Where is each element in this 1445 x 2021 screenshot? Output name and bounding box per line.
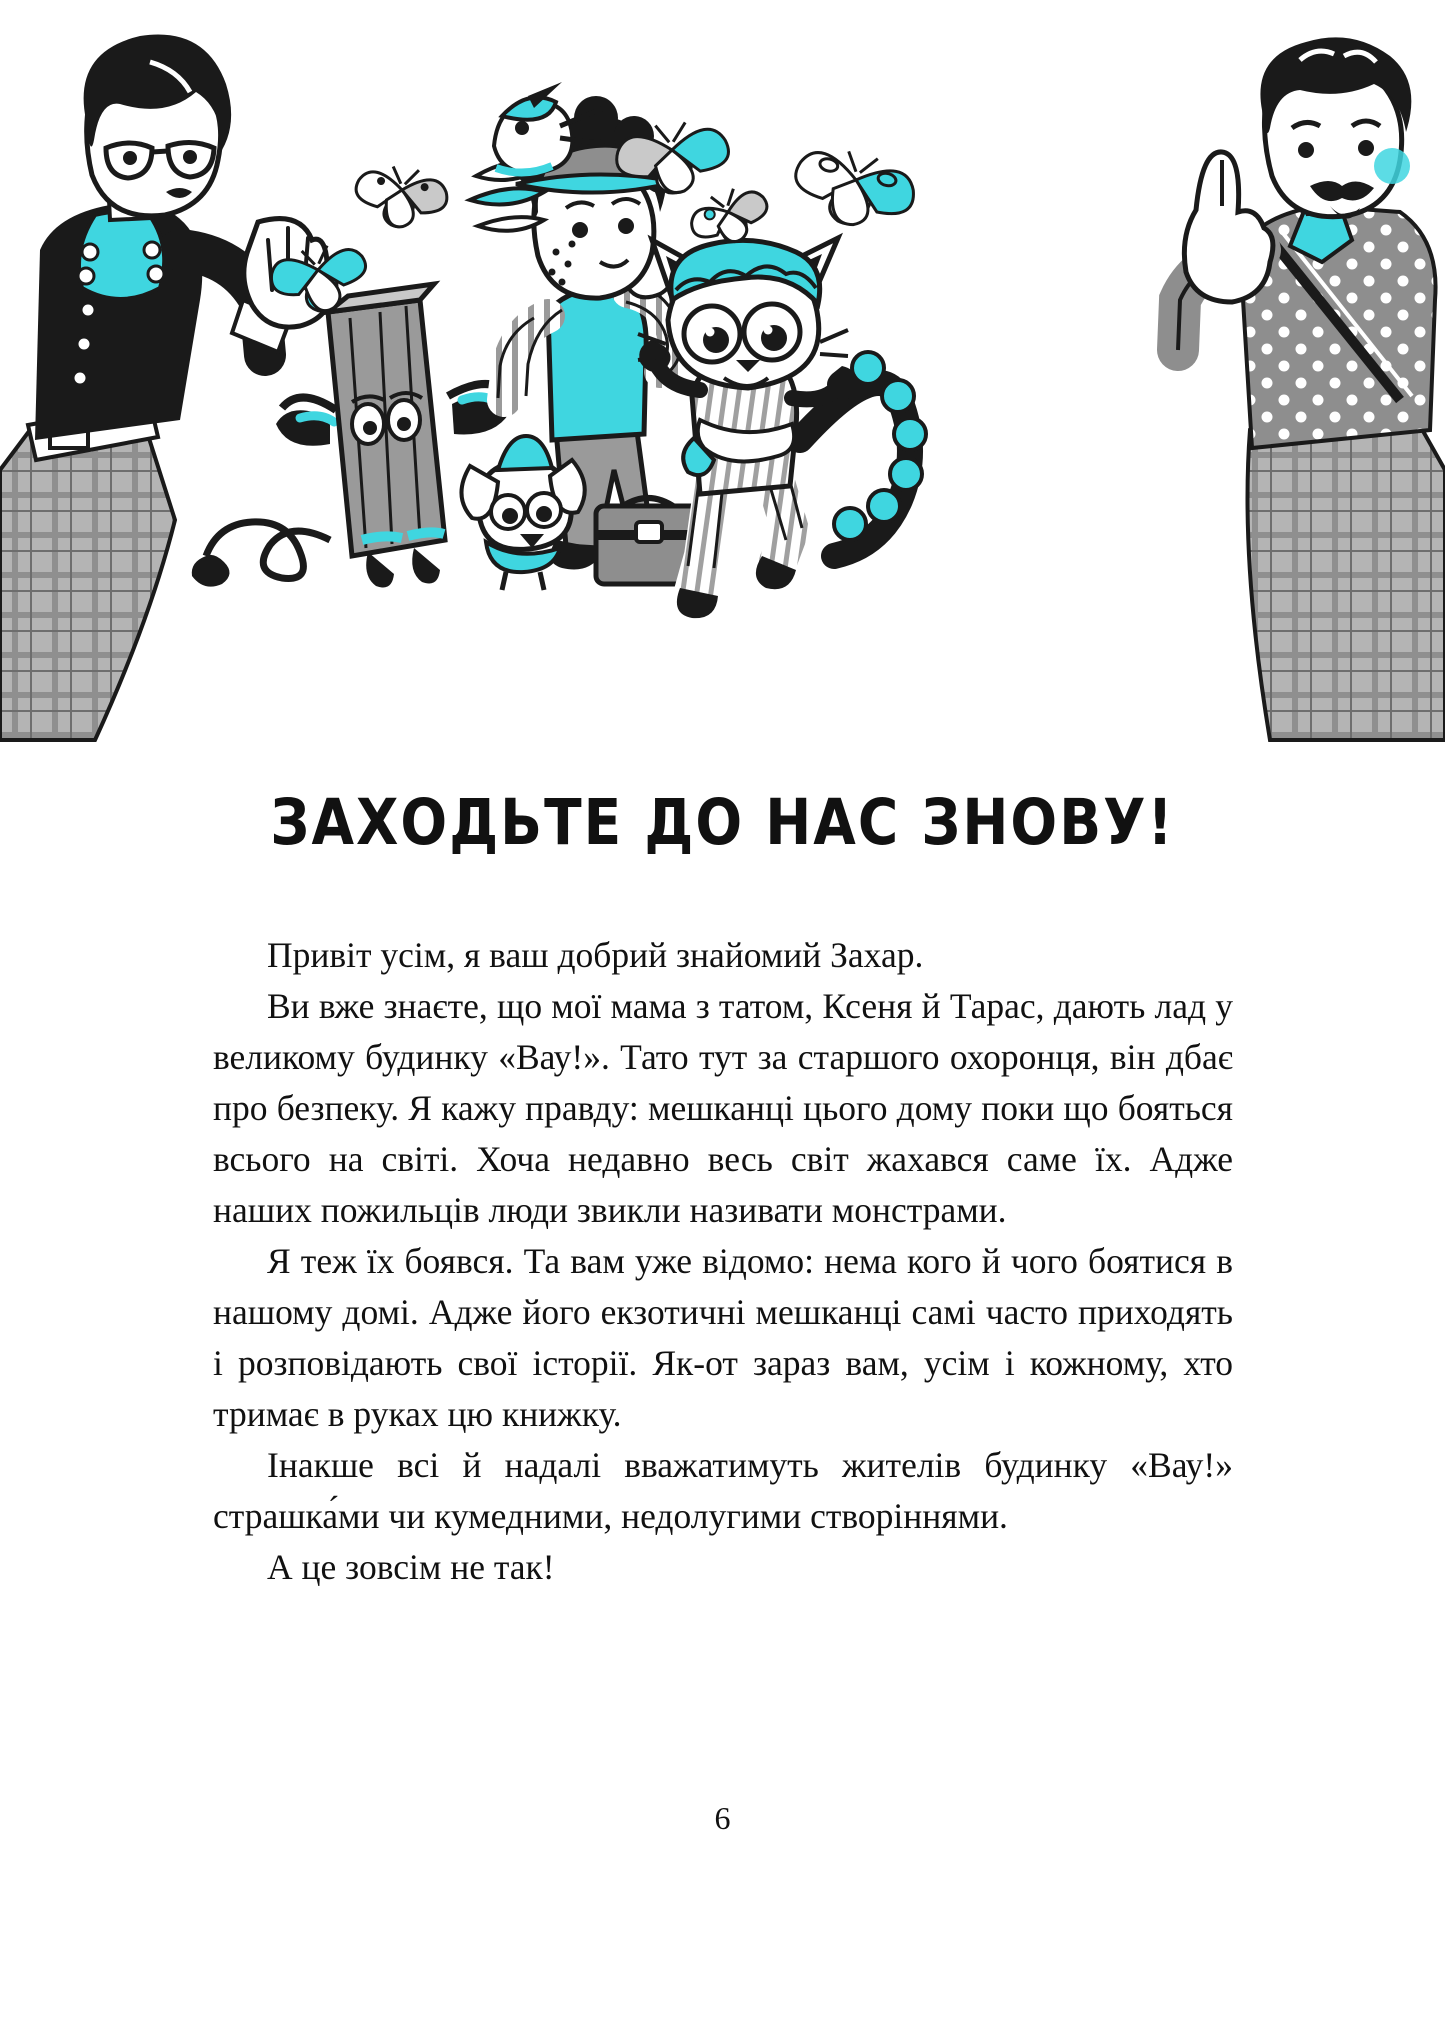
illustration-area (0, 0, 1445, 760)
figure-man-pointing (1178, 37, 1445, 740)
figure-woman-with-glasses (0, 35, 335, 740)
page-title: ЗАХОДЬТЕ ДО НАС ЗНОВУ! (270, 785, 1175, 859)
paragraph-4: Інакше всі й надалі вважатимуть жителів будинку «Вау!» страшка́ми чи кумедними, недолугими створіннями. (213, 1445, 1233, 1536)
paragraph-3: Я теж їх боявся. Та вам уже відомо: нема кого й чого боятися в нашому домі. Адже його екзотичні мешканці самі часто приходять і розповідають свої історії. Як-от зараз вам, усім і кожному, хто тримає в руках цю книжку. (213, 1241, 1233, 1434)
paragraph-1: Привіт усім, я ваш добрий знайомий Захар. (267, 935, 924, 975)
body-text (213, 930, 1233, 1593)
paragraph-2: Ви вже знаєте, що мої мама з татом, Ксеня й Тарас, дають лад у великому будинку «Вау!». Тато тут за старшого охоронця, він дбає про безпеку. Я кажу правду: мешканці цього дому поки що бояться всього на світі. Хоча недавно весь світ жахався саме їх. Адже наших пожильців люди звикли називати монстрами. (213, 986, 1233, 1230)
paragraph-5: А це зовсім не так! (267, 1547, 555, 1587)
page-number: 6 (714, 1800, 731, 1836)
